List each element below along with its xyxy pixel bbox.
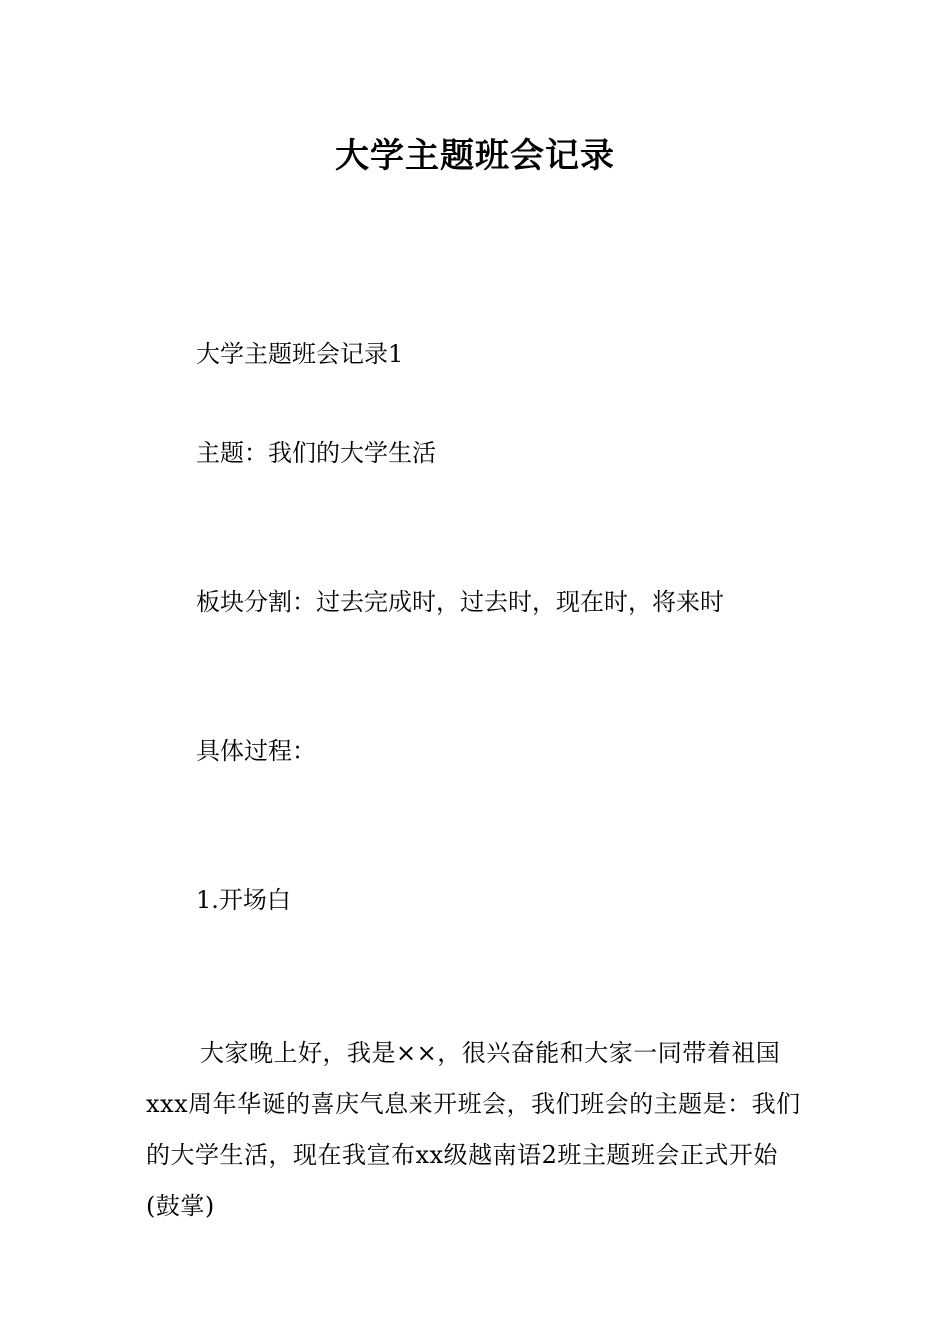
theme-line: 主题：我们的大学生活 bbox=[196, 439, 436, 467]
document-title: 大学主题班会记录 bbox=[335, 136, 615, 176]
process-heading: 具体过程： bbox=[196, 737, 316, 765]
opening-paragraph: 大家晚上好，我是××，很兴奋能和大家一同带着祖国xxx周年华诞的喜庆气息来开班会，我们班会的主题是：我们的大学生活，现在我宣布xx级越南语2班主题班会正式开始(鼓掌) bbox=[146, 1039, 801, 1220]
sections-line: 板块分割：过去完成时，过去时，现在时，将来时 bbox=[196, 588, 724, 616]
section-heading: 大学主题班会记录1 bbox=[196, 340, 404, 368]
opening-heading: 1.开场白 bbox=[196, 886, 291, 914]
